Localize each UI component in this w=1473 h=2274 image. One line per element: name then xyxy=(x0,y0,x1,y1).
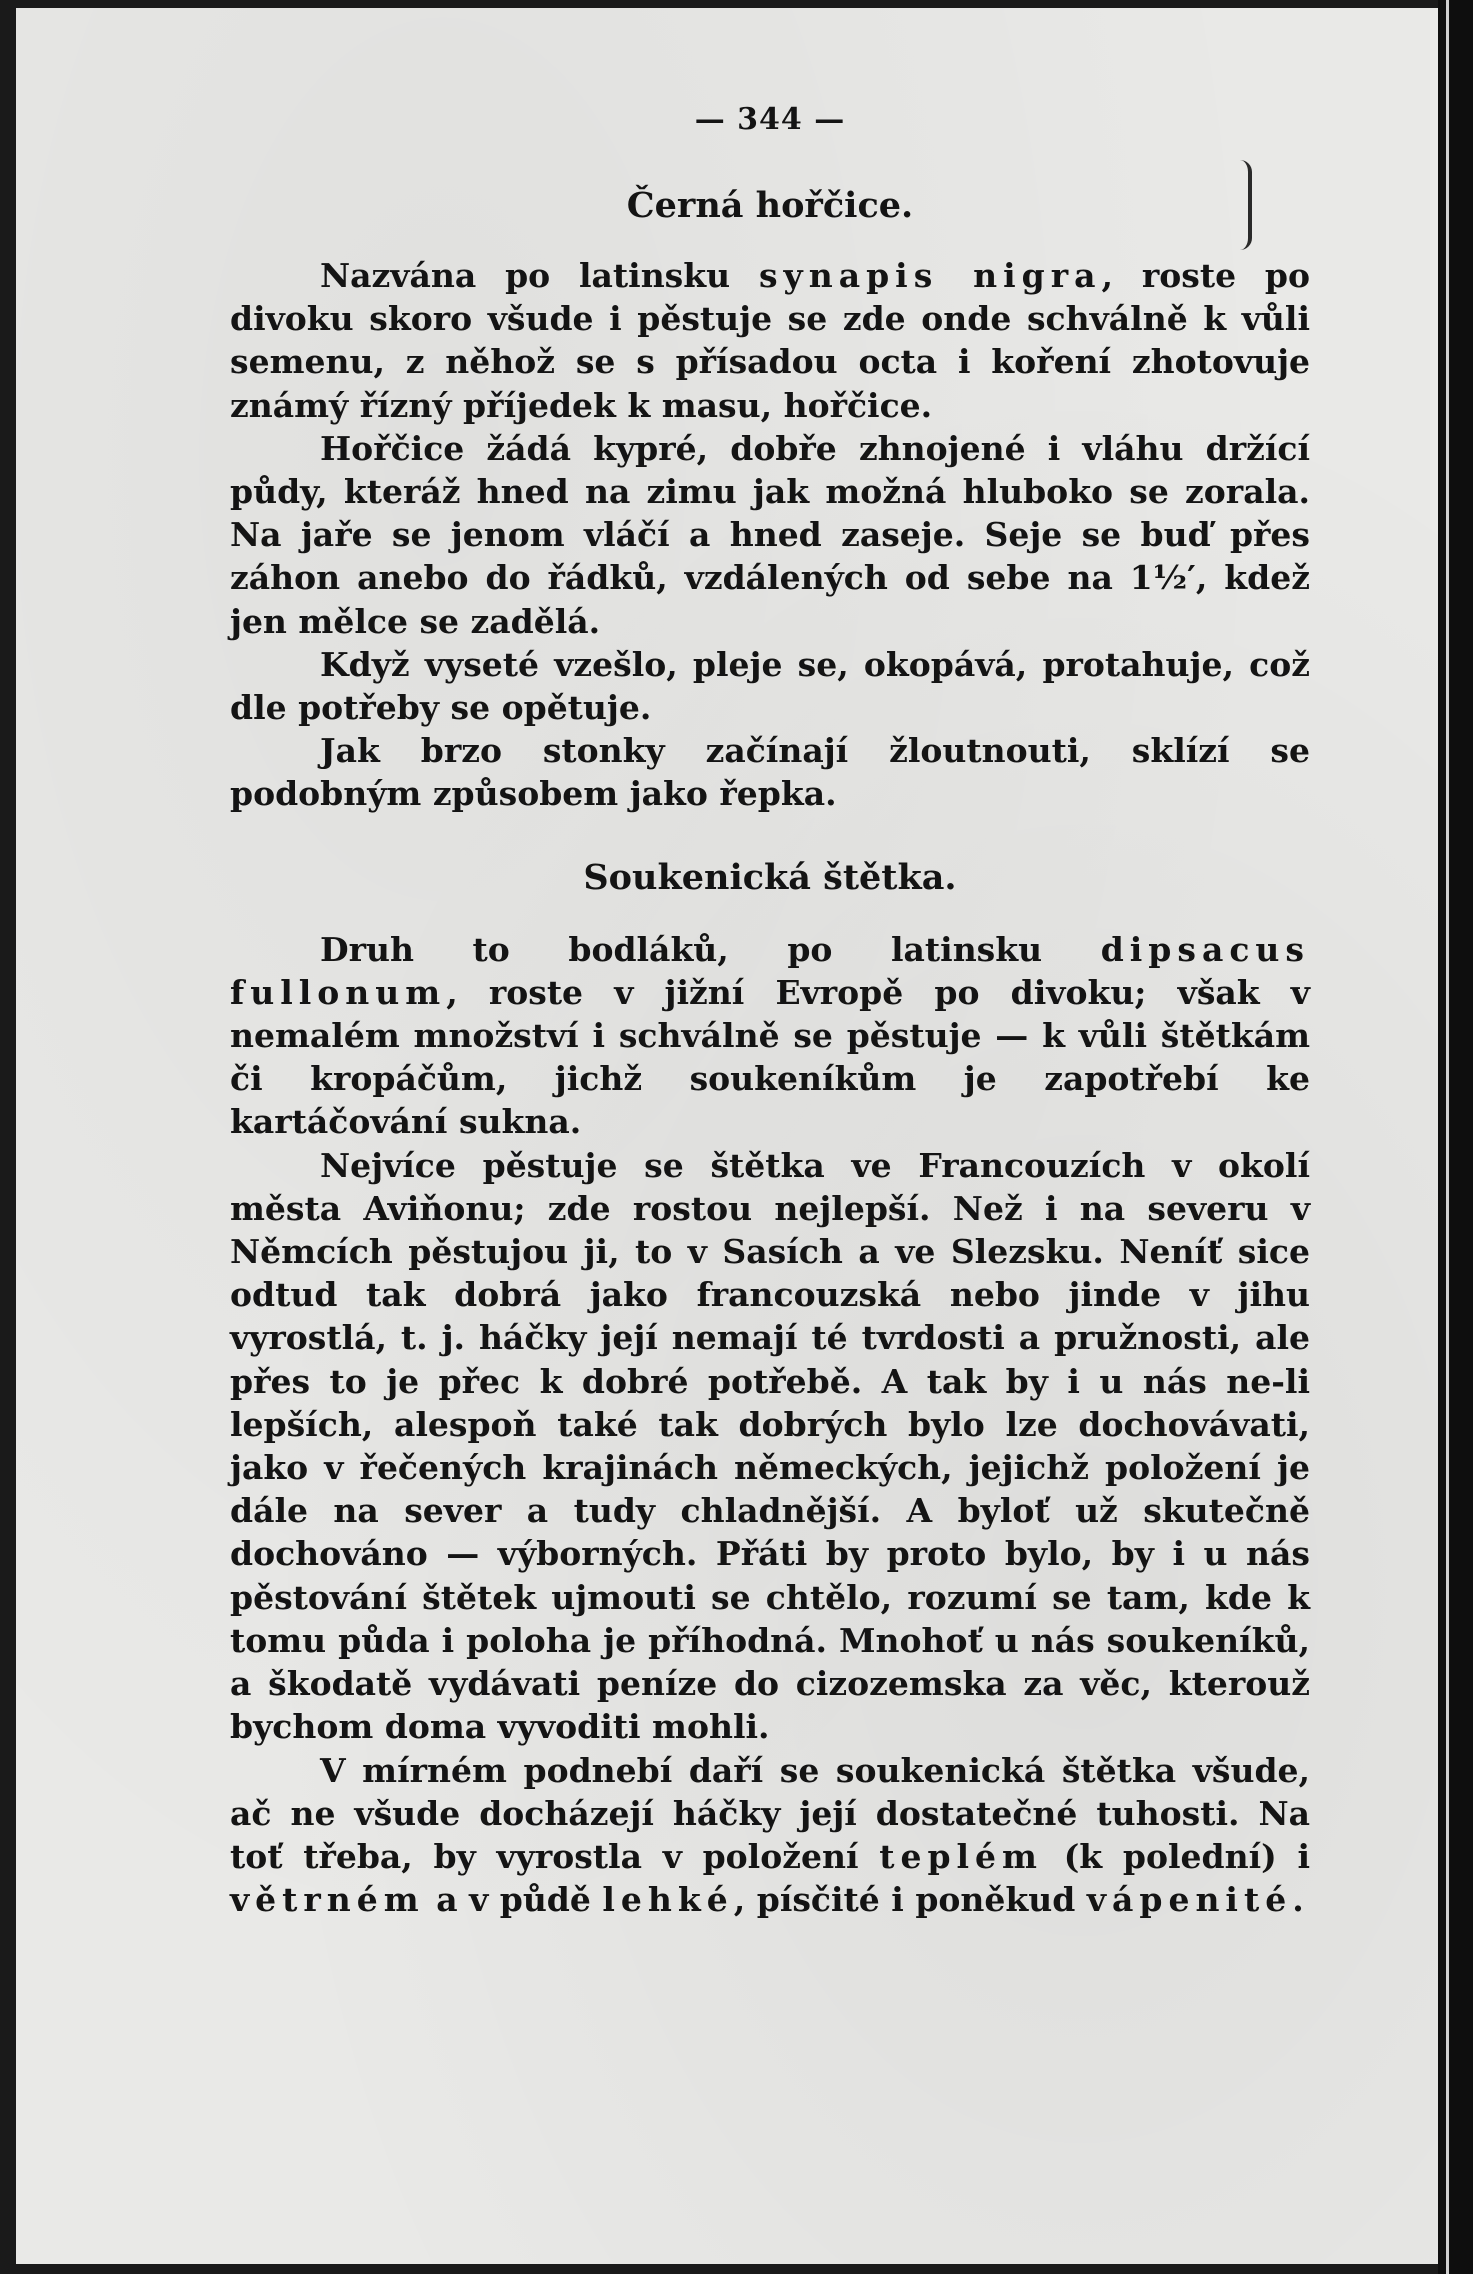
latin-name: synapis nigra xyxy=(758,256,1102,295)
paragraph-text: . xyxy=(1292,1880,1304,1920)
page-number: — 344 — xyxy=(694,102,846,137)
page-content xyxy=(230,100,1310,1921)
emphasis-word: lehké xyxy=(602,1880,734,1920)
scan-edge-line xyxy=(1446,0,1449,2274)
latin-name: dipsacus fullonum xyxy=(230,929,1310,1012)
paragraph-text: Druh to bodláků, po latinsku xyxy=(320,929,1101,969)
scan-edge-dark xyxy=(1438,0,1473,2274)
paragraph-text: a v půdě xyxy=(424,1880,603,1920)
paragraph xyxy=(230,1144,1310,1749)
paragraph xyxy=(230,729,1310,815)
paragraph xyxy=(230,427,1310,643)
paragraph-text: , roste po divoku skoro všude i pěstuje se zde onde schválně k vůli semenu, z něhož se s přísadou octa i koření zhotovuje známý řízný příjedek k masu, hořčice. xyxy=(230,256,1310,425)
paragraph-text: Nazvána po latinsku xyxy=(320,256,759,295)
section-title-fullers-teasel: Soukenická štětka. xyxy=(583,856,957,898)
section-title-black-mustard: Černá hořčice. xyxy=(626,185,914,226)
paragraph-text: , roste v jižní Evropě po divoku; však v nemalém množství i schválně se pěstuje — k vůli štětkám či kropáčům, jichž soukeníkům je zapotřebí ke kartáčování sukna. xyxy=(230,972,1310,1142)
paragraph-text: , písčité i poněkud xyxy=(733,1880,1087,1920)
paragraph-text: Jak brzo stonky začínají žloutnouti, sklízí se podobným způsobem jako řepka. xyxy=(230,731,1310,814)
paragraph-text: V mírném podnebí daří se soukenická štětka všude, ač ne všude docházejí háčky její dostatečné tuhosti. Na toť třeba, by vyrostla v položení xyxy=(230,1750,1310,1876)
paragraph xyxy=(230,254,1310,427)
paragraph xyxy=(230,928,1310,1144)
paragraph-text: (k polední) i xyxy=(1042,1836,1310,1876)
paragraph-text: Nejvíce pěstuje se štětka ve Francouzích v okolí města Aviňonu; zde rostou nejlepší. Než i na severu v Němcích pěstujou ji, to v Sasích a ve Slezsku. Neníť sice odtud tak dobrá jako francouzská nebo jinde v jihu vyrostlá, t. j. háčky její nemají té tvrdosti a pružnosti, ale přes to je přec k dobré potřebě. A tak by i u nás ne-li lepších, alespoň také tak dobrých bylo lze dochovávati, jako v řečených krajinách německých, jejichž položení je dále na sever a tudy chladnější. A byloť už skutečně dochováno — výborných. Přáti by proto bylo, by i u nás pěstování štětek ujmouti se chtělo, rozumí se tam, kde k tomu půda i poloha je příhodná. Mnohoť u nás soukeníků, a škodatě vydávati peníze do cizozemska za věc, kterouž bychom doma vyvoditi mohli. xyxy=(230,1145,1310,1747)
paragraph-text: Hořčice žádá kypré, dobře zhnojené i vláhu držící půdy, kteráž hned na zimu jak možná hluboko se zorala. Na jaře se jenom vláčí a hned zaseje. Seje se buď přes záhon anebo do řádků, vzdálených od sebe na 1½′, kdež jen mělce se zadělá. xyxy=(230,428,1310,641)
paragraph-text: Když vyseté vzešlo, pleje se, okopává, protahuje, což dle potřeby se opětuje. xyxy=(230,644,1310,728)
emphasis-word: vápenité xyxy=(1086,1880,1293,1920)
emphasis-word: teplém xyxy=(879,1836,1043,1876)
paragraph xyxy=(230,643,1310,729)
emphasis-word: větrném xyxy=(230,1880,425,1920)
paragraph xyxy=(230,1749,1310,1922)
